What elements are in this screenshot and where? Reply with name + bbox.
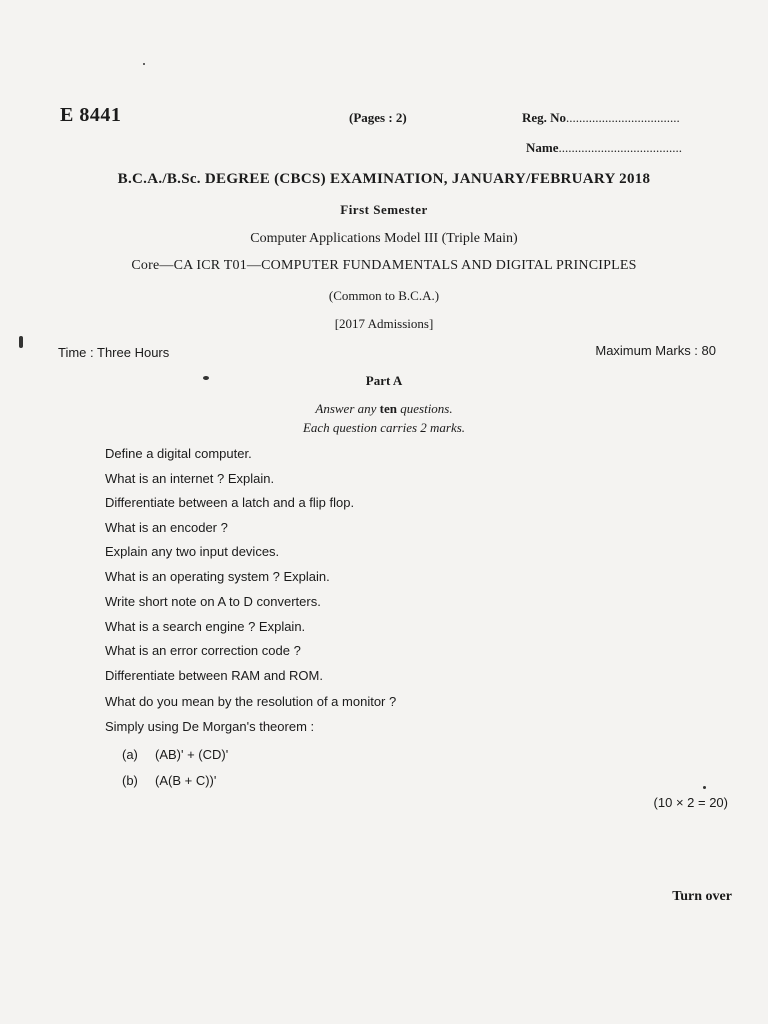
name-dots: ...................................... <box>558 140 682 155</box>
instruction-count: ten <box>379 401 397 416</box>
reg-no-dots: ................................... <box>566 110 680 125</box>
turn-over-note: Turn over <box>672 889 732 904</box>
exam-duration: Time : Three Hours <box>58 345 170 360</box>
reg-no-field <box>522 110 680 126</box>
question-text: Define a digital computer. <box>105 446 252 461</box>
scan-speck <box>203 376 209 380</box>
question-text: What is an error correction code ? <box>105 643 301 658</box>
question-text: Differentiate between a latch and a flip flop. <box>105 495 355 510</box>
question-text: What do you mean by the resolution of a monitor ? <box>105 694 397 709</box>
question-text: What is an internet ? Explain. <box>105 471 275 486</box>
sub-question-label: (b) <box>122 773 138 788</box>
question-text: Simply using De Morgan's theorem : <box>105 719 315 734</box>
question-text: What is an operating system ? Explain. <box>105 569 330 584</box>
part-total-marks: (10 × 2 = 20) <box>653 795 728 810</box>
question-text: Explain any two input devices. <box>105 544 280 559</box>
question-text: What is an encoder ? <box>105 520 228 535</box>
sub-question-expression: (A(B + C))' <box>155 773 217 788</box>
maximum-marks: Maximum Marks : 80 <box>595 343 716 358</box>
admissions-note: [2017 Admissions] <box>334 316 434 331</box>
question-text: Differentiate between RAM and ROM. <box>105 668 323 683</box>
course-title: Core—CA ICR T01—COMPUTER FUNDAMENTALS AND DIGITAL PRINCIPLES <box>131 258 637 273</box>
scan-speck <box>19 336 23 348</box>
instruction-pre: Answer any <box>315 401 380 416</box>
scan-speck <box>703 786 706 789</box>
sub-question-label: (a) <box>122 747 138 762</box>
paper-code: E 8441 <box>60 104 122 126</box>
question-text: What is a search engine ? Explain. <box>105 619 306 634</box>
name-label: Name <box>526 140 559 155</box>
instruction-marks: Each question carries 2 marks. <box>302 420 466 435</box>
question-text: Write short note on A to D converters. <box>105 594 321 609</box>
common-note: (Common to B.C.A.) <box>328 288 440 303</box>
semester: First Semester <box>340 202 428 217</box>
name-field <box>526 140 682 156</box>
reg-no-label: Reg. No <box>522 110 567 125</box>
page-count: (Pages : 2) <box>349 110 407 125</box>
scan-speck <box>143 63 145 65</box>
instruction-answer <box>0 401 768 417</box>
sub-question-expression: (AB)' + (CD)' <box>155 747 229 762</box>
exam-title: B.C.A./B.Sc. DEGREE (CBCS) EXAMINATION, JANUARY/FEBRUARY 2018 <box>117 171 651 187</box>
part-heading: Part A <box>365 373 403 388</box>
course-model: Computer Applications Model III (Triple Main) <box>250 231 518 246</box>
instruction-post: questions. <box>397 401 453 416</box>
